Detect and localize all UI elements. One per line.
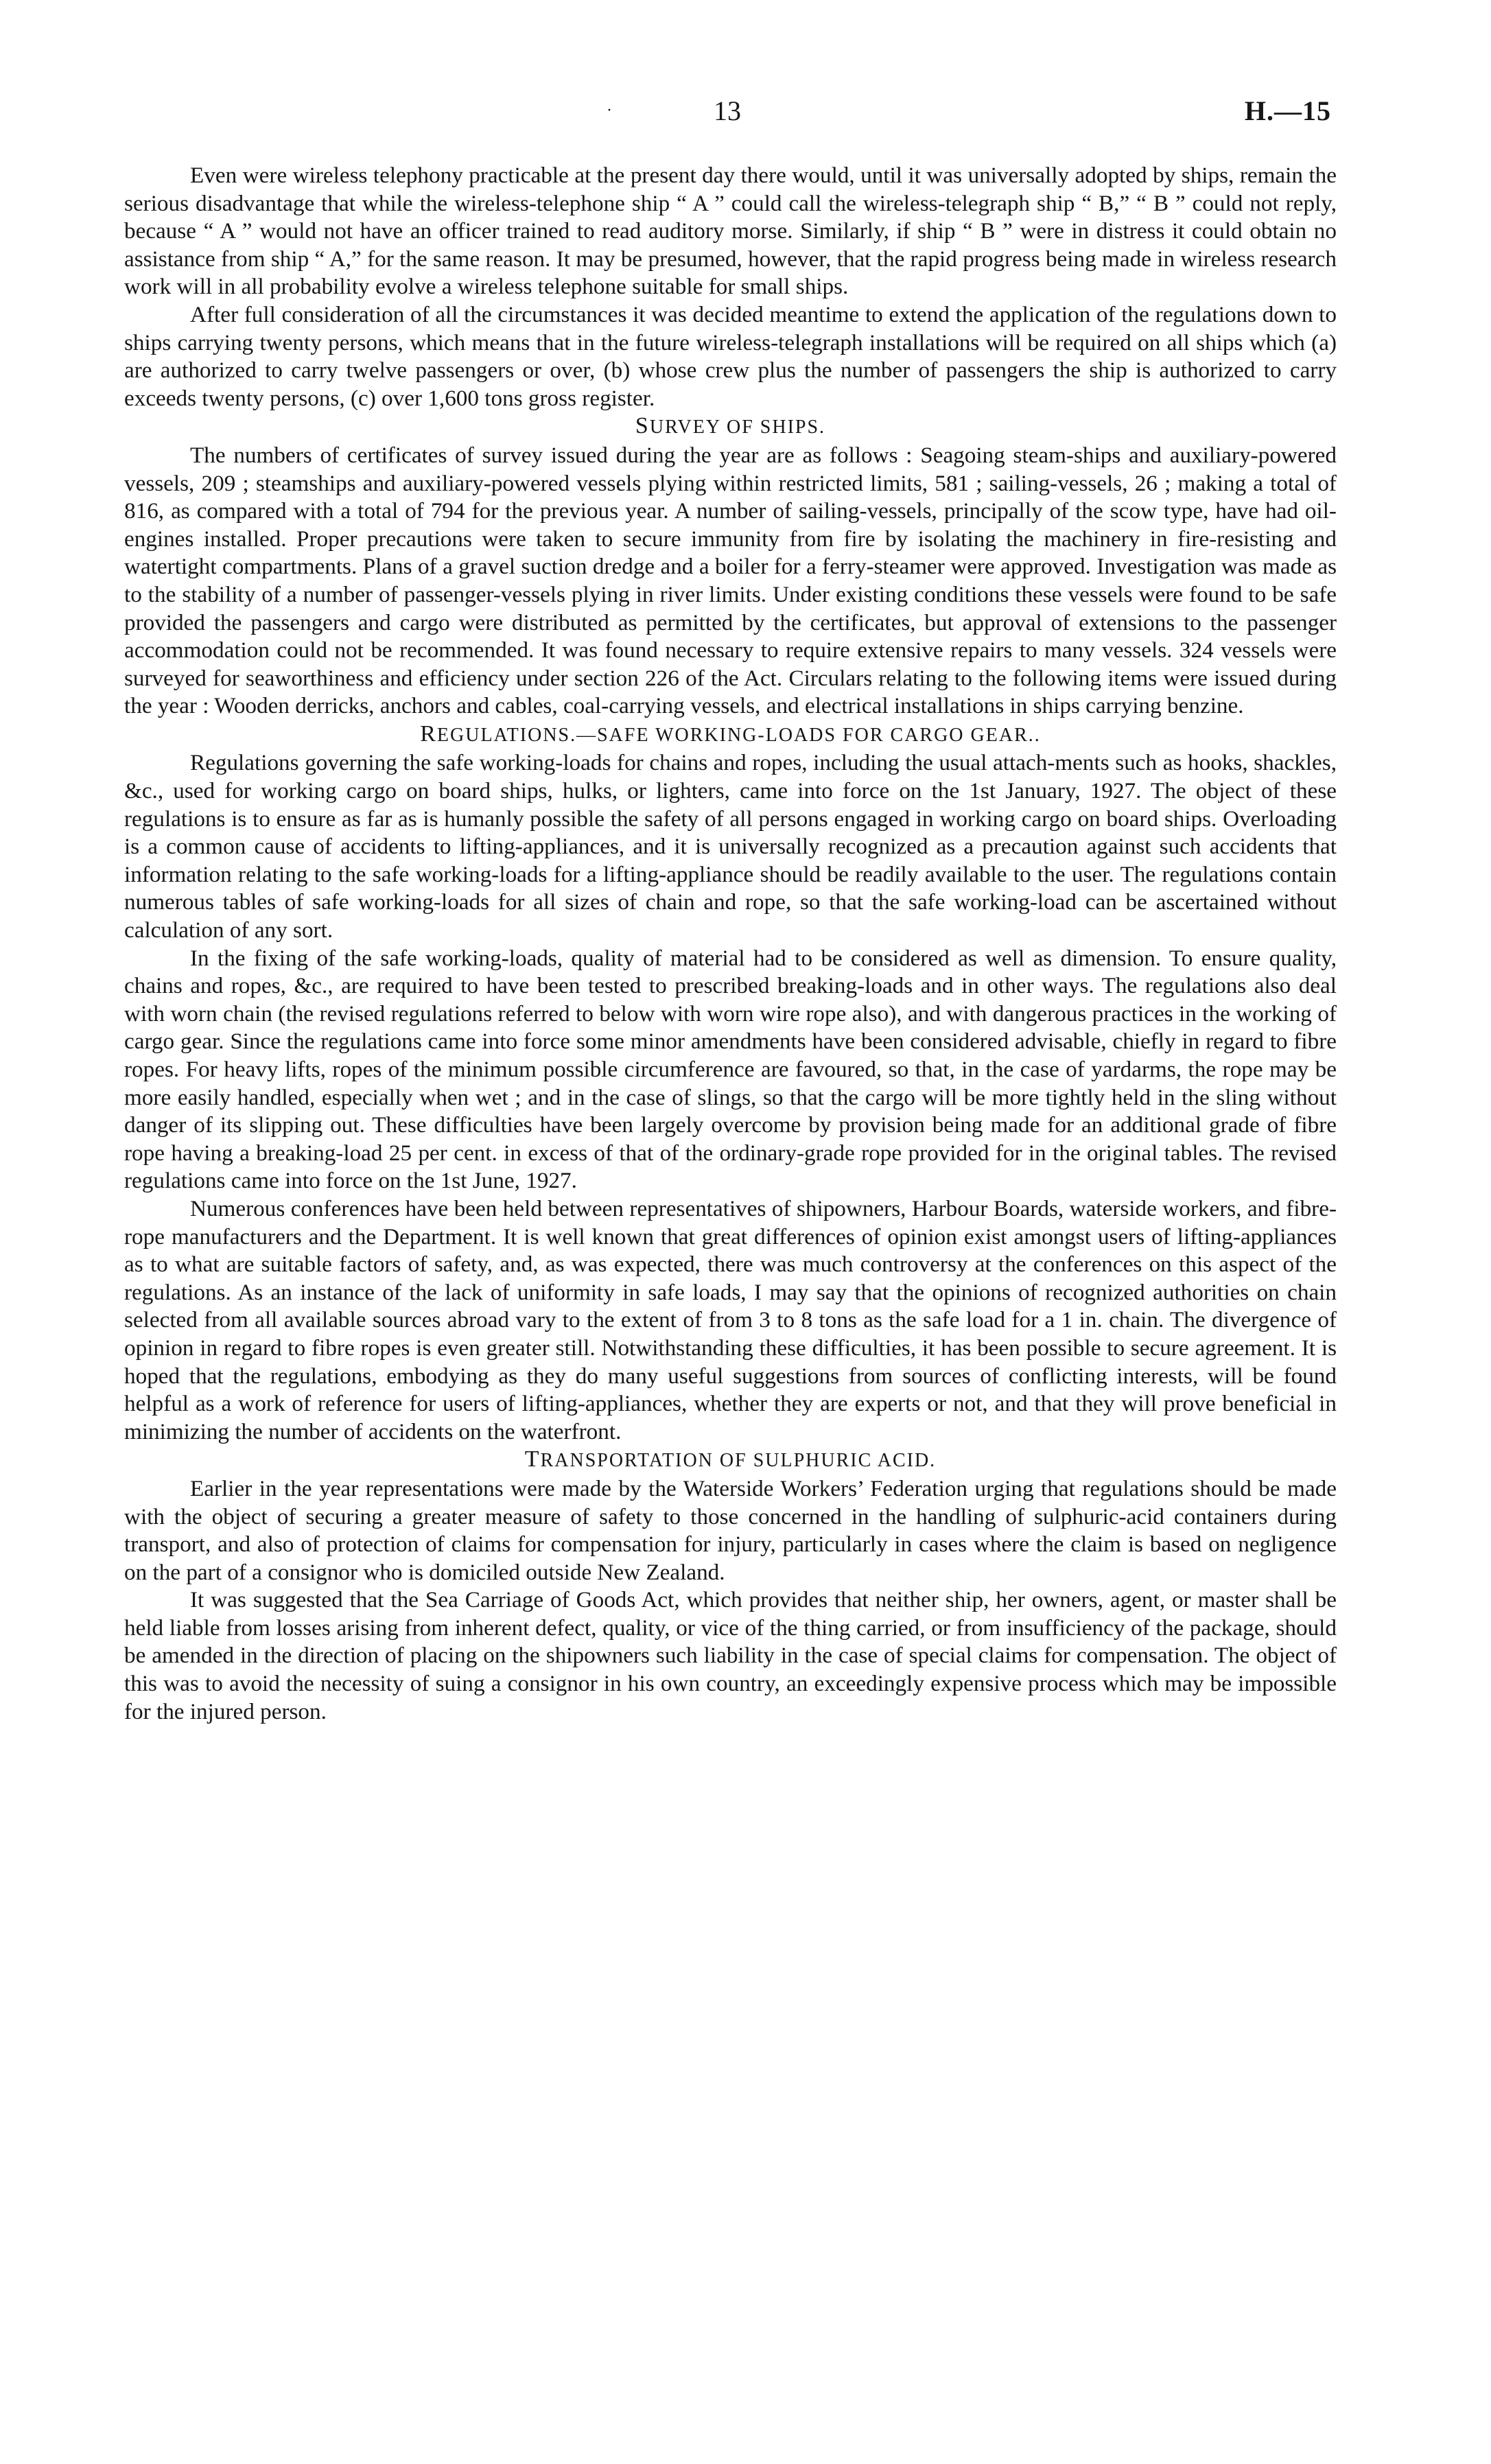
paragraph-wireless-application: After full consideration of all the circumstances it was decided meantime to extend the application of the regulations down to ships carrying twenty persons, which means that in the future wireless-telegraph installations will be required on all ships which (a) are authorized to carry twelve passengers or over, (b) whose crew plus the number of passengers the ship is authorized to carry exceeds twenty persons, (c) over 1,600 tons gross register. <box>124 301 1337 411</box>
document-body <box>124 162 1337 1726</box>
paragraph-regulations-2: In the fixing of the safe working-loads, quality of material had to be considered as well as dimension. To ensure quality, chains and ropes, &c., are required to have been tested to prescribed breaking-loads and in other ways. The regulations also deal with worn chain (the revised regulations referred to below with worn wire rope also), and with dangerous practices in the working of cargo gear. Since the regulations came into force some minor amendments have been considered advisable, chiefly in regard to fibre ropes. For heavy lifts, ropes of the minimum possible circumference are favoured, so that, in the case of yardarms, the rope may be more easily handled, especially when wet ; and in the case of slings, so that the cargo will be more tightly held in the sling without danger of its slipping out. These difficulties have been largely overcome by provision being made for an additional grade of fibre rope having a breaking-load 25 per cent. in excess of that of the ordinary-grade rope provided for in the original tables. The revised regulations came into force on the 1st June, 1927. <box>124 945 1337 1194</box>
paragraph-regulations-3: Numerous conferences have been held between representatives of shipowners, Harbour Boards, waterside workers, and fibre-rope manufacturers and the Department. It is well known that great differences of opinion exist amongst users of lifting-appliances as to what are suitable factors of safety, and, as was expected, there was much controversy at the conferences on this aspect of the regulations. As an instance of the lack of uniformity in safe loads, I may say that the opinions of recognized authorities on chain selected from all available sources abroad vary to the extent of from 3 to 8 tons as the safe load for a 1 in. chain. The divergence of opinion in regard to fibre ropes is even greater still. Notwithstanding these difficulties, it has been possible to secure agreement. It is hoped that the regulations, embodying as they do many useful suggestions from sources of conflicting interests, will be found helpful as a work of reference for users of lifting-appliances, whether they are experts or not, and that they will prove beneficial in minimizing the number of accidents on the waterfront. <box>124 1195 1337 1444</box>
section-heading-sulphuric-acid: TRANSPORTATION OF SULPHURIC ACID. <box>524 1446 937 1472</box>
section-heading-regulations: REGULATIONS.—SAFE WORKING-LOADS FOR CARGO GEAR.. <box>420 720 1041 747</box>
paragraph-survey: The numbers of certificates of survey issued during the year are as follows : Seagoing steam-ships and auxiliary-powered vessels, 209 ; steamships and auxiliary-powered vessels plying within restricted limits, 581 ; sailing-vessels, 26 ; making a total of 816, as compared with a total of 794 for the previous year. A number of sailing-vessels, principally of the scow type, have had oil-engines installed. Proper precautions were taken to secure immunity from fire by isolating the machinery in fire-resisting and watertight compartments. Plans of a gravel suction dredge and a boiler for a ferry-steamer were approved. Investigation was made as to the stability of a number of passenger-vessels plying in river limits. Under existing conditions these vessels were found to be safe provided the passengers and cargo were distributed as permitted by the certificates, but approval of extensions to the passenger accommodation could not be recommended. It was found necessary to require extensive repairs to many vessels. 324 vessels were surveyed for seaworthiness and efficiency under section 226 of the Act. Circulars relating to the following items were issued during the year : Wooden derricks, anchors and cables, coal-carrying vessels, and electrical installations in ships carrying benzine. <box>124 442 1337 719</box>
page-header <box>124 95 1331 136</box>
document-reference: H.—15 <box>1244 95 1331 126</box>
paragraph-sulphuric-2: It was suggested that the Sea Carriage of Goods Act, which provides that neither ship, her owners, agent, or master shall be held liable from losses arising from inherent defect, quality, or vice of the thing carried, or from insufficiency of the package, should be amended in the direction of placing on the shipowners such liability in the case of special claims for compensation. The object of this was to avoid the necessity of suing a consignor in his own country, an exceedingly expensive process which may be impossible for the injured person. <box>124 1587 1337 1724</box>
paragraph-regulations-1: Regulations governing the safe working-loads for chains and ropes, including the usual attach-ments such as hooks, shackles, &c., used for working cargo on board ships, hulks, or lighters, came into force on the 1st January, 1927. The object of these regulations is to ensure as far as is humanly possible the safety of all persons engaged in working cargo on board ships. Overloading is a common cause of accidents to lifting-appliances, and it is universally recognized as a precaution against such accidents that information relating to the safe working-loads for a lifting-appliance should be readily available to the user. The regulations contain numerous tables of safe working-loads for all sizes of chain and rope, so that the safe working-load can be ascertained without calculation of any sort. <box>124 750 1337 943</box>
stray-mark: · <box>607 102 612 119</box>
paragraph-sulphuric-1: Earlier in the year representations were made by the Waterside Workers’ Federation urging that regulations should be made with the object of securing a greater measure of safety to those concerned in the handling of sulphuric-acid containers during transport, and also of protection of claims for compensation for injury, particularly in cases where the claim is based on negligence on the part of a consignor who is domiciled outside New Zealand. <box>124 1475 1337 1585</box>
page-number: 13 <box>714 95 741 126</box>
section-heading-survey: SURVEY OF SHIPS. <box>635 413 826 439</box>
paragraph-wireless-telephony: Even were wireless telephony practicable at the present day there would, until it was universally adopted by ships, remain the serious disadvantage that while the wireless-telephone ship “ A ” could call the wireless-telegraph ship “ B,” “ B ” could not reply, because “ A ” would not have an officer trained to read auditory morse. Similarly, if ship “ B ” were in distress it could obtain no assistance from ship “ A,” for the same reason. It may be presumed, however, that the rapid progress being made in wireless research work will in all probability evolve a wireless telephone suitable for small ships. <box>124 163 1337 300</box>
